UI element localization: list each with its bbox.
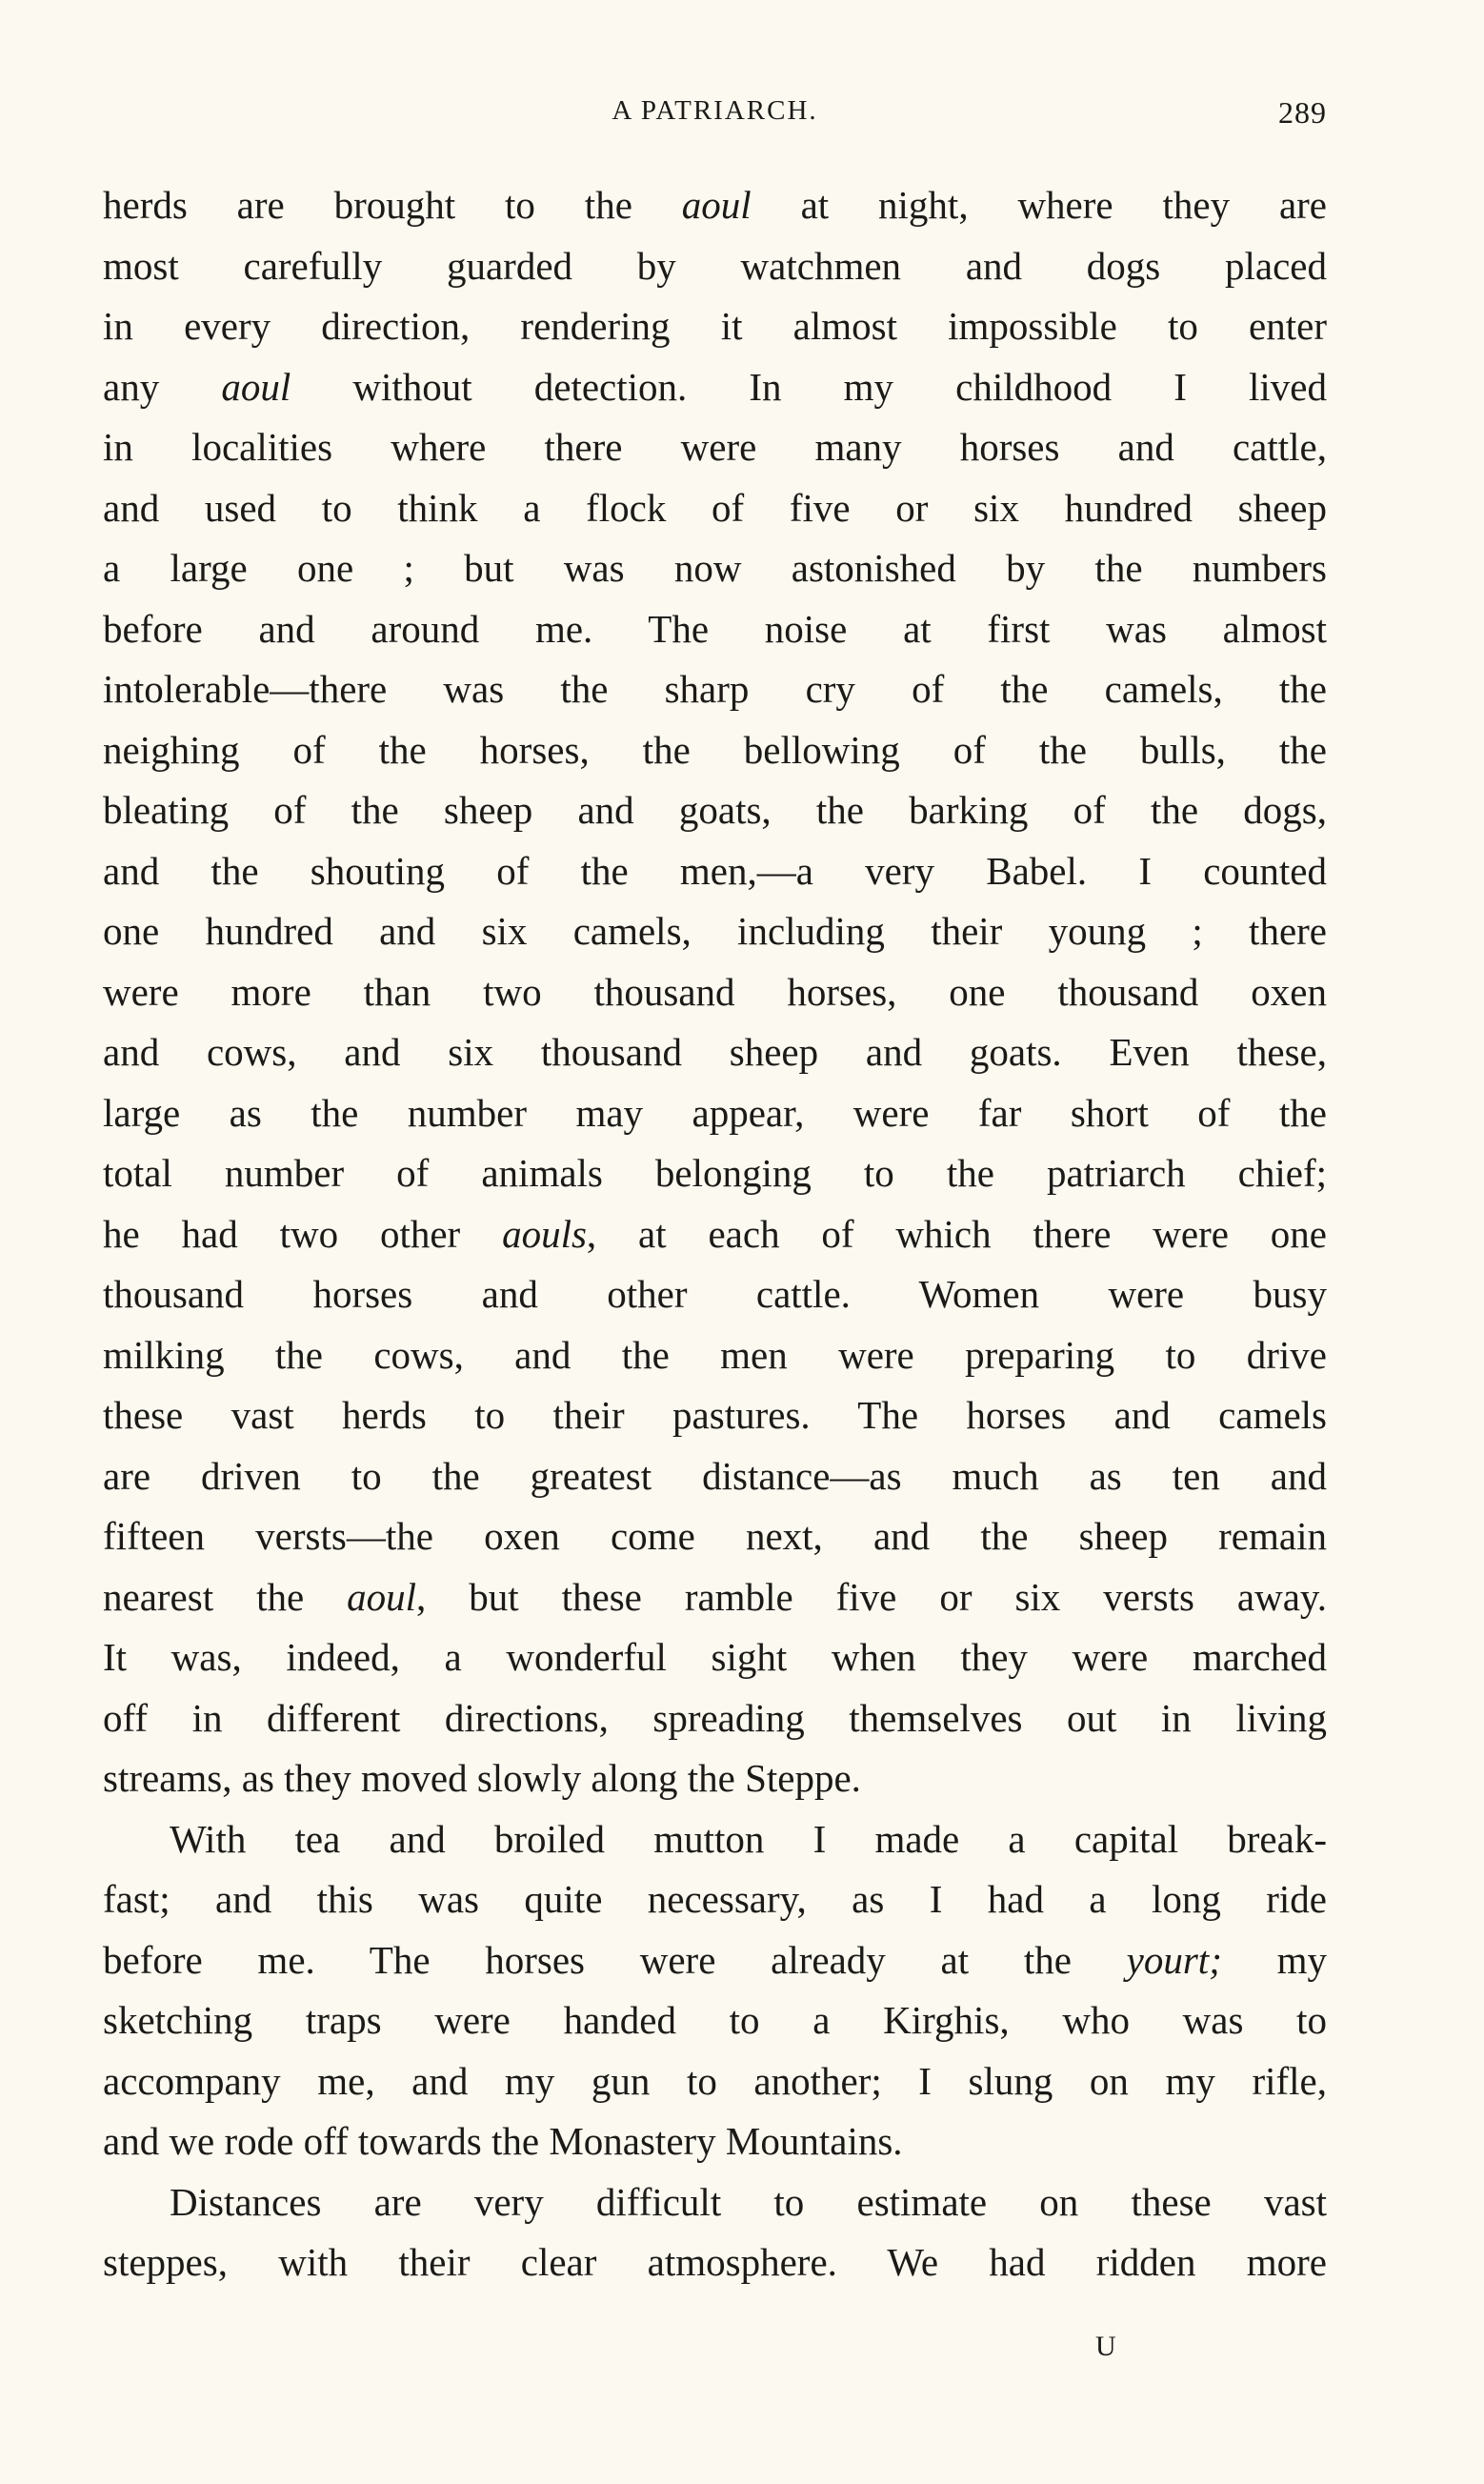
text-line: were more than two thousand horses, one thousand oxen (103, 969, 1327, 1014)
text-line: With tea and broiled mutton I made a capital break- (170, 1816, 1327, 1861)
italic-word: yourt; (1126, 1937, 1222, 1982)
text-line: and used to think a flock of five or six hundred sheep (103, 485, 1327, 530)
text-segment: my (1221, 1937, 1327, 1982)
text-line: most carefully guarded by watchmen and dogs placed (103, 243, 1327, 288)
page-number: 289 (1278, 95, 1327, 130)
text-line: accompany me, and my gun to another; I slung on my rifle, (103, 2058, 1327, 2103)
text-line: before and around me. The noise at first was almost (103, 606, 1327, 651)
text-segment: , but these ramble five or six versts away. (416, 1574, 1327, 1619)
text-line: are driven to the greatest distance—as much as ten and (103, 1453, 1327, 1498)
text-line: a large one ; but was now astonished by the numbers (103, 546, 1327, 590)
text-segment: any (103, 364, 222, 409)
italic-word: aoul (221, 364, 291, 409)
text-line: fast; and this was quite necessary, as I had a long ride (103, 1877, 1327, 1921)
text-line: total number of animals belonging to the patriarch chief; (103, 1151, 1327, 1195)
running-title: A PATRIARCH. (612, 95, 818, 126)
text-line: bleating of the sheep and goats, the barking of the dogs, (103, 788, 1327, 832)
text-segment: he had two other (103, 1211, 503, 1256)
text-line (103, 357, 1327, 418)
text-segment: before me. The horses were already at the (103, 1937, 1127, 1982)
text-line: streams, as they moved slowly along the Steppe. (103, 1756, 861, 1800)
text-line: these vast herds to their pastures. The horses and camels (103, 1393, 1327, 1437)
text-line (103, 1567, 1327, 1628)
text-line: neighing of the horses, the bellowing of the bulls, the (103, 727, 1327, 772)
text-segment: nearest the (103, 1574, 348, 1619)
text-segment: without detection. In my childhood I lived (291, 364, 1327, 409)
running-head (103, 95, 1327, 133)
text-line: off in different directions, spreading themselves out in living (103, 1695, 1327, 1740)
body-text (103, 175, 1327, 2293)
text-line: sketching traps were handed to a Kirghis, who was to (103, 1998, 1327, 2042)
text-line (103, 1204, 1327, 1265)
text-line: thousand horses and other cattle. Women were busy (103, 1272, 1327, 1316)
text-segment: , at each of which there were one (586, 1211, 1327, 1256)
text-line (103, 1930, 1327, 1991)
italic-word: aouls (502, 1211, 587, 1256)
text-segment: at night, where they are (751, 183, 1327, 227)
italic-word: aoul (347, 1574, 417, 1619)
text-line: one hundred and six camels, including their young ; there (103, 909, 1327, 953)
text-line: in every direction, rendering it almost impossible to enter (103, 304, 1327, 348)
signature-mark: U (1095, 2331, 1117, 2362)
text-segment: herds are brought to the (103, 183, 682, 227)
text-line: Distances are very difficult to estimate on these vast (170, 2179, 1327, 2224)
text-line: intolerable—there was the sharp cry of the camels, the (103, 667, 1327, 711)
text-line: It was, indeed, a wonderful sight when they were marched (103, 1635, 1327, 1679)
text-line (103, 175, 1327, 236)
text-line: and cows, and six thousand sheep and goats. Even these, (103, 1030, 1327, 1074)
text-line: and we rode off towards the Monastery Mountains. (103, 2119, 903, 2163)
text-line: milking the cows, and the men were preparing to drive (103, 1332, 1327, 1377)
text-line: large as the number may appear, were far short of the (103, 1090, 1327, 1135)
text-line: steppes, with their clear atmosphere. We had ridden more (103, 2240, 1327, 2284)
text-line: and the shouting of the men,—a very Babel. I counted (103, 848, 1327, 893)
italic-word: aoul (681, 183, 752, 227)
text-line: in localities where there were many horses and cattle, (103, 425, 1327, 469)
text-line: fifteen versts—the oxen come next, and the sheep remain (103, 1514, 1327, 1558)
